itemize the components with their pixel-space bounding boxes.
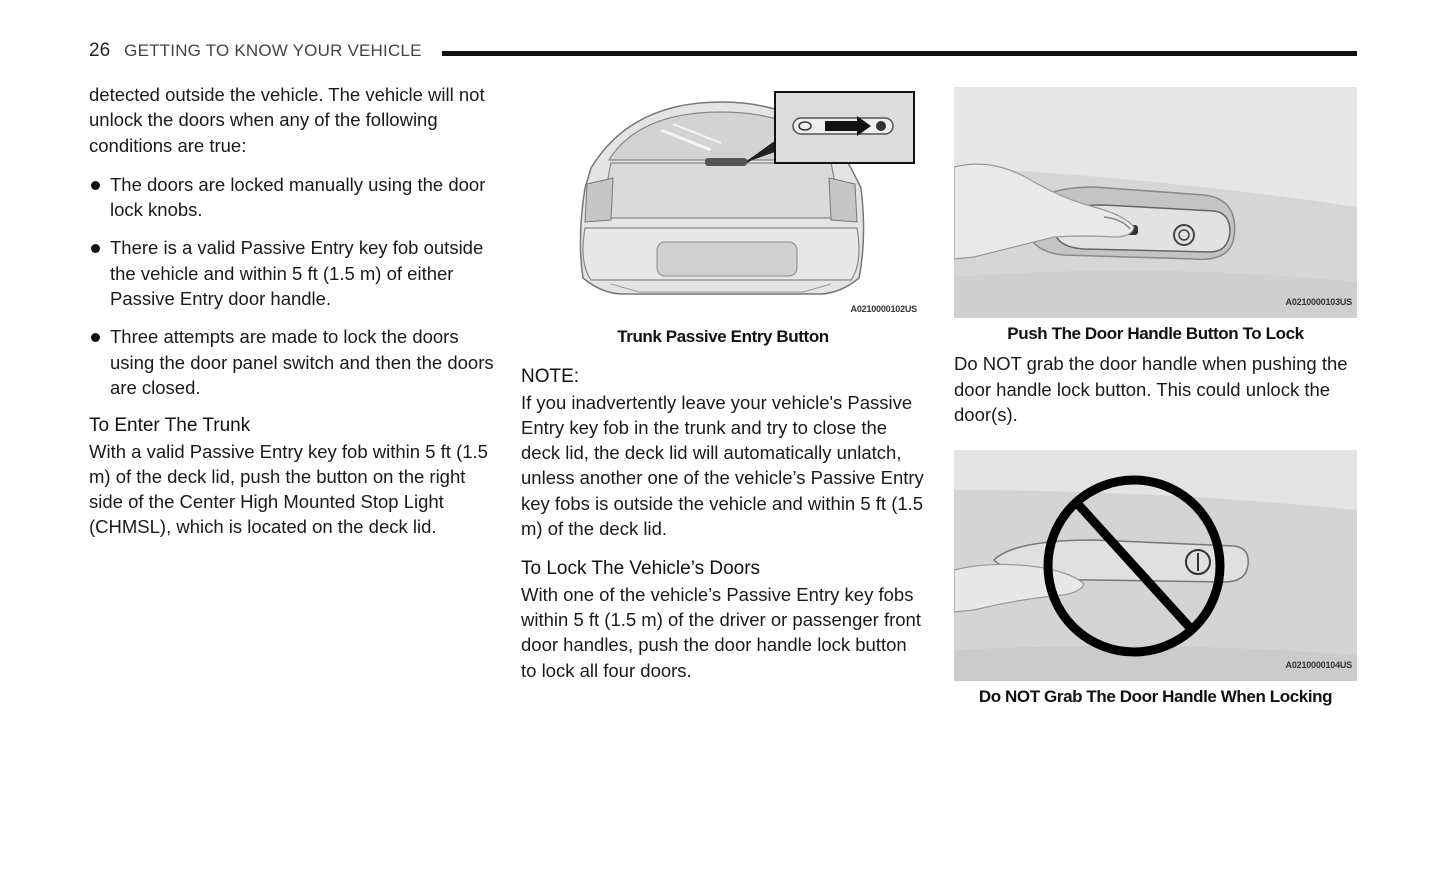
note-label: NOTE: bbox=[521, 366, 580, 388]
page-number: 26 bbox=[89, 40, 111, 61]
car-rear-illustration bbox=[521, 88, 925, 318]
figure-code: A0210000104US bbox=[1285, 659, 1352, 670]
list-item: Three attempts are made to lock the doors using the door panel switch and then the doors are closed. bbox=[89, 324, 494, 400]
conditions-list bbox=[89, 172, 494, 400]
no-grab-illustration bbox=[954, 450, 1357, 681]
lock-heading: To Lock The Vehicle’s Doors bbox=[521, 558, 761, 580]
trunk-heading: To Enter The Trunk bbox=[89, 415, 251, 437]
figure-caption: Push The Door Handle Button To Lock bbox=[1007, 324, 1304, 343]
list-item: There is a valid Passive Entry key fob outside the vehicle and within 5 ft (1.5 m) of either Passive Entry door handle. bbox=[89, 235, 494, 311]
door-handle-push-illustration bbox=[954, 87, 1357, 318]
no-grab-figure bbox=[954, 450, 1357, 681]
figure-code: A0210000103US bbox=[1285, 296, 1352, 307]
lock-paragraph: With one of the vehicle’s Passive Entry key fobs within 5 ft (1.5 m) of the driver or passenger front door handles, push the door handle lock button to lock all four doors. bbox=[521, 583, 921, 681]
column-2 bbox=[521, 88, 925, 683]
header-rule bbox=[442, 51, 1357, 56]
figure-code: A0210000102US bbox=[850, 303, 917, 314]
list-item: The doors are locked manually using the door lock knobs. bbox=[89, 172, 494, 223]
warning-paragraph: Do NOT grab the door handle when pushing the door handle lock button. This could unlock the door(s). bbox=[954, 353, 1348, 425]
column-1 bbox=[89, 82, 494, 540]
door-handle-figure bbox=[954, 87, 1357, 318]
note-paragraph: If you inadvertently leave your vehicle's Passive Entry key fob in the trunk and try to close the deck lid, the deck lid will automatically unlatch, unless another one of the vehicle’s Passive Entry key fobs is outside the vehicle and within 5 ft (1.5 m) of the deck lid. bbox=[521, 391, 924, 540]
figure-caption: Trunk Passive Entry Button bbox=[617, 327, 829, 346]
trunk-paragraph: With a valid Passive Entry key fob within 5 ft (1.5 m) of the deck lid, push the button on the right side of the Center High Mounted Stop Light (CHMSL), which is located on the deck lid. bbox=[89, 440, 488, 538]
trunk-figure bbox=[521, 88, 925, 318]
column-3 bbox=[954, 87, 1357, 709]
section-title: GETTING TO KNOW YOUR VEHICLE bbox=[124, 41, 422, 60]
page-header bbox=[89, 38, 1357, 64]
intro-paragraph: detected outside the vehicle. The vehicle will not unlock the doors when any of the following conditions are true: bbox=[89, 84, 485, 156]
figure-caption: Do NOT Grab The Door Handle When Locking bbox=[978, 687, 1333, 707]
